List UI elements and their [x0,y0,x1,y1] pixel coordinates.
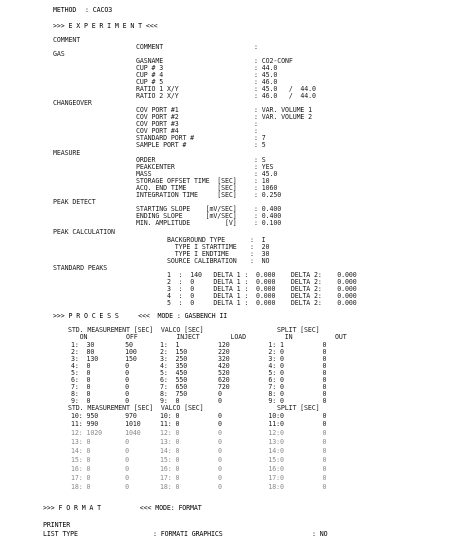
comment-value: : [254,43,258,51]
measure-mass-label: MASS [136,170,152,178]
process-table-header-2: STD. MEASUREMENT [SEC] VALCO [SEC] SPLIT [SEC] [68,404,320,412]
changeover-standard-port-value: : 7 [254,134,266,142]
gas-cup3-value: : 44.0 [254,64,278,72]
gas-cup5-value: : 46.0 [254,78,278,86]
printer-list-type-value: : FORMATI GRAPHICS [153,530,223,538]
changeover-sample-port-label: SAMPLE PORT # [136,141,187,149]
comment-section-title: COMMENT [53,36,81,44]
comment-label: COMMENT [136,43,164,51]
gas-ratio1-label: RATIO 1 X/Y [136,85,179,93]
peak-calc-source-label: SOURCE CALIBRATION [167,257,237,265]
measure-integration-value: : 0.250 [254,191,282,199]
process-row: 15: 0 0 15: 0 0 15:0 0 [71,456,327,464]
process-row: 4: 0 0 4: 350 420 4: 0 0 [71,362,327,370]
process-table-subheader: ON OFF INJECT LOAD IN OUT [68,333,347,341]
peak-calc-starttime-value: : 20 [250,243,270,251]
process-row: 6: 0 0 6: 550 620 6: 0 0 [71,376,327,384]
process-row: 3: 130 150 3: 250 320 3: 0 0 [71,355,327,363]
measure-section-title: MEASURE [53,149,81,157]
changeover-port4-label: COV PORT #4 [136,127,179,135]
changeover-standard-port-label: STANDARD PORT # [136,134,195,142]
peak-calc-endtime-value: : 30 [250,250,270,258]
peak-calc-starttime-label: TYPE I STARTTIME [167,243,237,251]
process-row: 12: 1020 1040 12: 0 0 12:0 0 [71,429,327,437]
standard-peak-row: 3 : 0 DELTA 1 : 0.000 DELTA 2: 0.000 [167,285,357,293]
format-header: >>> F O R M A T <<< MODE: FORMAT [43,504,202,512]
printer-list-type-label: LIST TYPE [43,530,78,538]
process-row: 11: 990 1010 11: 0 0 11:0 0 [71,420,327,428]
measure-acq-end-value: : 1060 [254,184,278,192]
changeover-section-title: CHANGEOVER [53,99,92,107]
method-label: METHOD [53,6,77,14]
gas-gasname-value: : CO2-CONF [254,57,293,65]
experiment-header: >>> E X P E R I M E N T <<< [53,22,158,30]
measure-mass-value: : 45.0 [254,170,278,178]
process-row: 10: 950 970 10: 0 0 10:0 0 [71,412,327,420]
gas-ratio1-value: : 45.0 / 44.0 [254,85,316,93]
gas-ratio2-value: : 46.0 / 44.0 [254,92,316,100]
changeover-port3-value: : [254,120,258,128]
process-row: 2: 80 100 2: 150 220 2: 0 0 [71,348,327,356]
changeover-port1-label: COV PORT #1 [136,106,179,114]
changeover-port1-value: : VAR. VOLUME 1 [254,106,313,114]
peak-detect-amplitude-value: : 0.100 [254,219,282,227]
process-row: 13: 0 0 13: 0 0 13:0 0 [71,438,327,446]
measure-peakcenter-label: PEAKCENTER [136,163,175,171]
process-row: 17: 0 0 17: 0 0 17:0 0 [71,474,327,482]
peak-detect-starting-label: STARTING SLOPE [mV/SEC] [136,205,237,213]
peak-detect-section-title: PEAK DETECT [53,198,96,206]
gas-cup3-label: CUP # 3 [136,64,164,72]
changeover-port3-label: COV PORT #3 [136,120,179,128]
gas-gasname-label: GASNAME [136,57,164,65]
process-row: 14: 0 0 14: 0 0 14:0 0 [71,447,327,455]
peak-detect-ending-label: ENDING SLOPE [mV/SEC] [136,212,237,220]
measure-integration-label: INTEGRATION TIME [SEC] [136,191,237,199]
gas-cup4-label: CUP # 4 [136,71,164,79]
printer-list-type-extra: : NO [312,530,328,538]
standard-peak-row: 1 : 140 DELTA 1 : 0.000 DELTA 2: 0.000 [167,271,357,279]
process-table-header: STD. MEASUREMENT [SEC] VALCO [SEC] SPLIT [SEC] [68,326,320,334]
standard-peaks-section-title: STANDARD PEAKS [53,264,108,272]
peak-calculation-section-title: PEAK CALCULATION [53,228,115,236]
gas-cup5-label: CUP # 5 [136,78,164,86]
printer-section-title: PRINTER [43,521,71,529]
process-row: 16: 0 0 16: 0 0 16:0 0 [71,465,327,473]
measure-order-label: ORDER [136,156,156,164]
measure-order-value: : S [254,156,266,164]
changeover-port2-label: COV PORT #2 [136,113,179,121]
process-row: 7: 0 0 7: 650 720 7: 0 0 [71,383,327,391]
process-row: 8: 0 0 8: 750 0 8: 0 0 [71,390,327,398]
peak-detect-ending-value: : 0.400 [254,212,282,220]
peak-calc-endtime-label: TYPE I ENDTIME [167,250,237,258]
process-row: 18: 0 0 18: 0 0 18:0 0 [71,483,327,491]
changeover-port4-value: : [254,127,258,135]
process-header: >>> P R O C E S S <<< MODE : GASBENCH II [53,312,228,320]
measure-acq-end-label: ACQ. END TIME [SEC] [136,184,237,192]
measure-peakcenter-value: : YES [254,163,274,171]
peak-calc-background-label: BACKGROUND TYPE [167,236,237,244]
process-row: 9: 0 0 9: 0 0 9: 0 0 [71,397,327,405]
changeover-sample-port-value: : 5 [254,141,266,149]
gas-section-title: GAS [53,50,65,58]
peak-calc-source-value: : NO [250,257,270,265]
standard-peak-row: 4 : 0 DELTA 1 : 0.000 DELTA 2: 0.000 [167,292,357,300]
peak-detect-starting-value: : 0.400 [254,205,282,213]
standard-peak-row: 2 : 0 DELTA 1 : 0.000 DELTA 2: 0.000 [167,278,357,286]
measure-storage-offset-label: STORAGE OFFSET TIME [SEC] [136,177,237,185]
standard-peak-row: 5 : 0 DELTA 1 : 0.000 DELTA 2: 0.000 [167,299,357,307]
measure-storage-offset-value: : 10 [254,177,270,185]
process-row: 1: 30 50 1: 1 120 1: 1 0 [71,341,327,349]
gas-cup4-value: : 45.0 [254,71,278,79]
peak-calc-background-value: : I [250,236,266,244]
peak-detect-amplitude-label: MIN. AMPLITUDE [V] [136,219,237,227]
method-value: : CACO3 [85,6,113,14]
process-row: 5: 0 0 5: 450 520 5: 0 0 [71,369,327,377]
gas-ratio2-label: RATIO 2 X/Y [136,92,179,100]
changeover-port2-value: : VAR. VOLUME 2 [254,113,313,121]
